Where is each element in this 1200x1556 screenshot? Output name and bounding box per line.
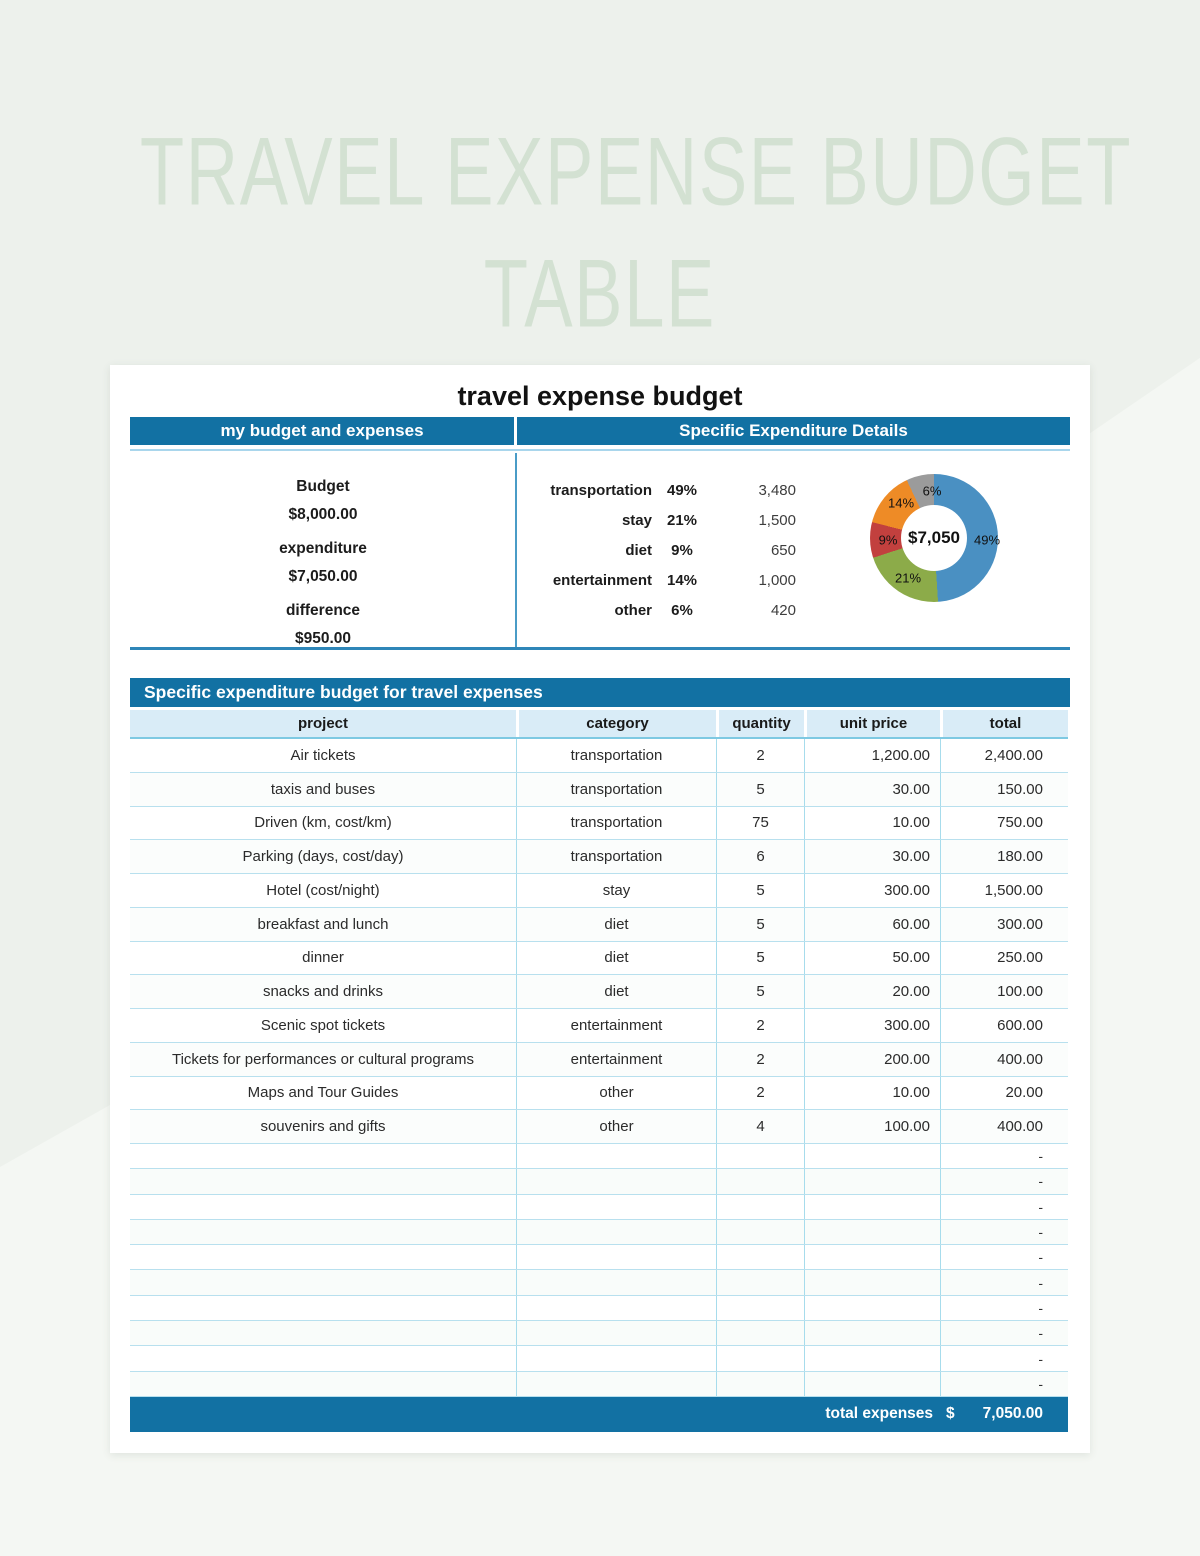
table-row <box>130 975 1068 1009</box>
cell-project <box>130 1321 516 1345</box>
cell-total: 1,500.00 <box>940 874 1068 907</box>
table-row <box>130 807 1068 841</box>
cell-category <box>516 1270 716 1294</box>
cell-category <box>516 1144 716 1168</box>
cell-unit-price <box>804 1346 940 1370</box>
breakdown-row <box>516 595 816 625</box>
cell-quantity: 75 <box>716 807 804 840</box>
cell-quantity <box>716 1296 804 1320</box>
cell-unit-price: 60.00 <box>804 908 940 941</box>
cell-total: 2,400.00 <box>940 739 1068 772</box>
summary-group <box>130 473 516 529</box>
cell-project <box>130 1220 516 1244</box>
cell-total: - <box>940 1169 1068 1193</box>
breakdown-label: diet <box>625 541 652 559</box>
summary-value: $7,050.00 <box>288 568 358 585</box>
cell-quantity <box>716 1346 804 1370</box>
breakdown-label: entertainment <box>552 571 652 589</box>
cell-project <box>130 1296 516 1320</box>
breakdown-amount: 650 <box>770 541 796 559</box>
table-row <box>130 739 1068 773</box>
cell-total: 250.00 <box>940 942 1068 975</box>
cell-category: transportation <box>516 840 716 873</box>
summary-label: expenditure <box>279 540 367 557</box>
total-expenses-label: total expenses <box>825 1405 934 1423</box>
header-specific-expenditure-details: Specific Expenditure Details <box>517 417 1070 445</box>
cell-project: snacks and drinks <box>262 983 384 1001</box>
cell-total: 400.00 <box>940 1043 1068 1076</box>
table-empty-row <box>130 1346 1068 1371</box>
cell-category <box>516 1220 716 1244</box>
cell-project <box>130 1169 516 1193</box>
cell-total: - <box>940 1296 1068 1320</box>
cell-project: souvenirs and gifts <box>260 1118 386 1136</box>
cell-project <box>130 1195 516 1219</box>
column-header: quantity <box>716 710 804 737</box>
breakdown-percent: 9% <box>671 541 693 559</box>
cell-total: - <box>940 1195 1068 1219</box>
cell-total: 150.00 <box>940 773 1068 806</box>
cell-total: - <box>940 1372 1068 1396</box>
cell-project <box>130 1144 516 1168</box>
cell-quantity: 5 <box>716 773 804 806</box>
cell-project <box>130 1372 516 1396</box>
cell-total: 400.00 <box>940 1110 1068 1143</box>
cell-unit-price: 100.00 <box>804 1110 940 1143</box>
cell-unit-price <box>804 1296 940 1320</box>
cell-total: - <box>940 1245 1068 1269</box>
cell-total: - <box>940 1346 1068 1370</box>
cell-category <box>516 1245 716 1269</box>
cell-quantity <box>716 1321 804 1345</box>
cell-project: Air tickets <box>290 746 356 764</box>
top-header-bar <box>130 417 1070 445</box>
breakdown-label: transportation <box>550 481 652 499</box>
breakdown-amount: 3,480 <box>758 481 796 499</box>
table-empty-row <box>130 1144 1068 1169</box>
cell-category <box>516 1346 716 1370</box>
cell-category: other <box>516 1110 716 1143</box>
cell-category <box>516 1321 716 1345</box>
donut-center <box>901 505 967 571</box>
budget-card <box>110 365 1090 1453</box>
table-row <box>130 908 1068 942</box>
cell-project: taxis and buses <box>270 780 376 798</box>
cell-category: diet <box>516 942 716 975</box>
cell-unit-price: 200.00 <box>804 1043 940 1076</box>
cell-total: 180.00 <box>940 840 1068 873</box>
cell-total: 300.00 <box>940 908 1068 941</box>
expense-table <box>130 710 1068 1432</box>
cell-quantity <box>716 1372 804 1396</box>
donut-slice-label: 14% <box>887 495 915 511</box>
header-my-budget-and-expenses: my budget and expenses <box>130 417 514 445</box>
table-empty-row <box>130 1220 1068 1245</box>
breakdown-amount: 1,500 <box>758 511 796 529</box>
breakdown-row <box>516 475 816 505</box>
breakdown-percent: 49% <box>666 481 698 499</box>
cell-project <box>130 1245 516 1269</box>
table-row <box>130 874 1068 908</box>
cell-project <box>130 1270 516 1294</box>
breakdown-row <box>516 505 816 535</box>
table-header-row <box>130 710 1068 739</box>
page-title-line-1: TRAVEL EXPENSE BUDGET <box>139 116 1133 226</box>
cell-category: transportation <box>516 807 716 840</box>
cell-category <box>516 1169 716 1193</box>
table-footer <box>130 1397 1068 1432</box>
cell-quantity: 2 <box>716 1043 804 1076</box>
donut-slice-label: 6% <box>922 483 942 499</box>
cell-unit-price <box>804 1220 940 1244</box>
total-expenses-value: 7,050.00 <box>982 1405 1043 1423</box>
cell-unit-price <box>804 1321 940 1345</box>
page-title-line-2: TABLE <box>483 238 717 348</box>
expense-breakdown-list <box>516 475 816 625</box>
summary-label: difference <box>285 602 361 619</box>
budget-summary <box>130 473 516 659</box>
table-section-header: Specific expenditure budget for travel expenses <box>130 678 1070 707</box>
cell-unit-price <box>804 1195 940 1219</box>
cell-total: - <box>940 1220 1068 1244</box>
cell-category <box>516 1372 716 1396</box>
cell-total: 600.00 <box>940 1009 1068 1042</box>
cell-unit-price <box>804 1372 940 1396</box>
column-header: category <box>516 710 716 737</box>
cell-quantity: 2 <box>716 1077 804 1110</box>
cell-project: Tickets for performances or cultural programs <box>171 1050 475 1068</box>
cell-category: transportation <box>516 773 716 806</box>
breakdown-amount: 420 <box>770 601 796 619</box>
table-empty-row <box>130 1195 1068 1220</box>
breakdown-percent: 6% <box>671 601 693 619</box>
cell-quantity <box>716 1195 804 1219</box>
cell-unit-price <box>804 1169 940 1193</box>
cell-category <box>516 1195 716 1219</box>
table-row <box>130 840 1068 874</box>
cell-unit-price: 300.00 <box>804 1009 940 1042</box>
cell-category: stay <box>516 874 716 907</box>
cell-category <box>516 1296 716 1320</box>
section-horizontal-divider <box>130 647 1070 650</box>
donut-slice-label: 21% <box>894 570 922 586</box>
donut-slice-label: 49% <box>973 532 1001 548</box>
summary-value: $950.00 <box>294 630 352 647</box>
cell-unit-price: 30.00 <box>804 773 940 806</box>
table-empty-row <box>130 1245 1068 1270</box>
column-header: project <box>297 715 348 732</box>
cell-total: - <box>940 1270 1068 1294</box>
cell-quantity: 5 <box>716 942 804 975</box>
cell-project: dinner <box>302 949 344 967</box>
cell-project: Driven (km, cost/km) <box>254 814 392 832</box>
table-empty-rows <box>130 1144 1068 1397</box>
table-body <box>130 739 1068 1144</box>
cell-category: entertainment <box>516 1009 716 1042</box>
cell-quantity <box>716 1220 804 1244</box>
breakdown-label: stay <box>621 511 652 529</box>
cell-quantity: 6 <box>716 840 804 873</box>
cell-unit-price <box>804 1245 940 1269</box>
cell-unit-price: 300.00 <box>804 874 940 907</box>
cell-unit-price: 50.00 <box>804 942 940 975</box>
cell-total: 100.00 <box>940 975 1068 1008</box>
cell-unit-price: 1,200.00 <box>804 739 940 772</box>
column-header: total <box>940 710 1068 737</box>
cell-unit-price: 10.00 <box>804 1077 940 1110</box>
table-row <box>130 1110 1068 1144</box>
cell-total: 750.00 <box>940 807 1068 840</box>
cell-quantity: 5 <box>716 908 804 941</box>
summary-group <box>130 597 516 653</box>
cell-unit-price <box>804 1270 940 1294</box>
breakdown-amount: 1,000 <box>758 571 796 589</box>
cell-unit-price: 30.00 <box>804 840 940 873</box>
currency-symbol: $ <box>946 1405 955 1423</box>
table-empty-row <box>130 1169 1068 1194</box>
cell-category: entertainment <box>516 1043 716 1076</box>
cell-total: 20.00 <box>940 1077 1068 1110</box>
table-empty-row <box>130 1321 1068 1346</box>
cell-quantity <box>716 1144 804 1168</box>
table-row <box>130 1077 1068 1111</box>
cell-project: breakfast and lunch <box>257 915 389 933</box>
page-title <box>0 110 1200 354</box>
cell-total: - <box>940 1321 1068 1345</box>
header-underline <box>130 449 1070 451</box>
breakdown-percent: 21% <box>666 511 698 529</box>
cell-quantity <box>716 1270 804 1294</box>
summary-label: Budget <box>296 478 350 495</box>
cell-total: - <box>940 1144 1068 1168</box>
column-header: unit price <box>804 710 940 737</box>
cell-category: transportation <box>516 739 716 772</box>
cell-quantity <box>716 1169 804 1193</box>
expense-donut-chart <box>870 474 1001 602</box>
summary-group <box>130 535 516 591</box>
cell-category: diet <box>516 908 716 941</box>
cell-project <box>130 1346 516 1370</box>
cell-unit-price <box>804 1144 940 1168</box>
cell-quantity: 5 <box>716 874 804 907</box>
cell-quantity: 2 <box>716 1009 804 1042</box>
table-row <box>130 773 1068 807</box>
cell-quantity: 2 <box>716 739 804 772</box>
cell-quantity: 4 <box>716 1110 804 1143</box>
card-heading: travel expense budget <box>457 381 743 411</box>
cell-category: other <box>516 1077 716 1110</box>
cell-project: Hotel (cost/night) <box>266 881 380 899</box>
donut-center-value: $7,050 <box>908 528 960 547</box>
table-empty-row <box>130 1372 1068 1397</box>
cell-project: Parking (days, cost/day) <box>242 848 404 866</box>
breakdown-row <box>516 565 816 595</box>
breakdown-percent: 14% <box>666 571 698 589</box>
donut-slice-label: 9% <box>878 532 898 548</box>
cell-project: Maps and Tour Guides <box>247 1084 399 1102</box>
cell-project: Scenic spot tickets <box>260 1016 386 1034</box>
breakdown-row <box>516 535 816 565</box>
table-row <box>130 1043 1068 1077</box>
table-row <box>130 942 1068 976</box>
summary-value: $8,000.00 <box>288 506 358 523</box>
table-empty-row <box>130 1270 1068 1295</box>
cell-quantity <box>716 1245 804 1269</box>
cell-unit-price: 10.00 <box>804 807 940 840</box>
cell-category: diet <box>516 975 716 1008</box>
cell-quantity: 5 <box>716 975 804 1008</box>
table-row <box>130 1009 1068 1043</box>
table-empty-row <box>130 1296 1068 1321</box>
breakdown-label: other <box>614 601 652 619</box>
cell-unit-price: 20.00 <box>804 975 940 1008</box>
